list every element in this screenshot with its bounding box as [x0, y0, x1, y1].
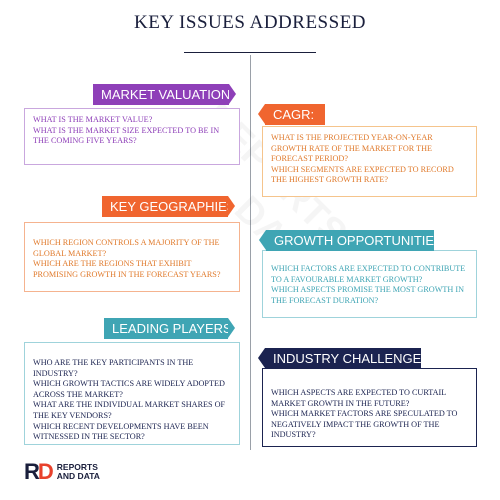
key-geographies-line-1: WHICH REGION CONTROLS A MAJORITY OF THE GLOBAL MARKET?	[33, 238, 220, 258]
leading-players-line-3: WHAT ARE THE INDIVIDUAL MARKET SHARES OF THE KEY VENDORS?	[33, 400, 226, 420]
industry-challenges-tag	[265, 348, 434, 369]
key-geographies-tag	[102, 196, 240, 217]
growth-opportunities-line-2: WHICH ASPECTS PROMISE THE MOST GROWTH IN THE FORECAST DURATION?	[271, 285, 465, 305]
cagr-line-2: WHICH SEGMENTS ARE EXPECTED TO RECORD THE HIGHEST GROWTH RATE?	[271, 164, 454, 185]
cagr-line-1: WHAT IS THE PROJECTED YEAR-ON-YEAR GROWTH RATE OF THE MARKET FOR THE FORECAST PERIOD?	[271, 133, 433, 164]
leading-players-box	[24, 342, 240, 445]
industry-challenges-line-2: WHICH MARKET FACTORS ARE SPECULATED TO NEGATIVELY IMPACT THE GROWTH OF THE INDUSTRY?	[271, 409, 458, 440]
cagr-box	[262, 126, 477, 197]
cagr-tag	[265, 104, 325, 125]
title-underline	[184, 52, 316, 53]
market-valuation-line-1: WHAT IS THE MARKET VALUE?	[33, 115, 153, 124]
industry-challenges-box	[262, 368, 477, 447]
key-geographies-line-2: WHICH ARE THE REGIONS THAT EXHIBIT PROMISING GROWTH IN THE FORECAST YEARS?	[33, 259, 221, 279]
growth-opportunities-line-1: WHICH FACTORS ARE EXPECTED TO CONTRIBUTE TO A FAVOURABLE MARKET GROWTH?	[271, 264, 466, 284]
industry-challenges-label: INDUSTRY CHALLENGES:	[273, 351, 434, 366]
key-geographies-box	[24, 222, 240, 292]
logo-text	[57, 463, 100, 481]
market-valuation-box	[24, 108, 240, 165]
center-divider	[250, 55, 251, 450]
logo-mark-icon: RD	[24, 459, 52, 484]
market-valuation-tag	[93, 84, 234, 105]
leading-players-tag	[104, 318, 236, 339]
growth-opportunities-box	[262, 250, 477, 318]
logo-line-1: REPORTS	[56, 462, 98, 472]
industry-challenges-line-1: WHICH ASPECTS ARE EXPECTED TO CURTAIL MARKET GROWTH IN THE FUTURE?	[271, 388, 446, 408]
key-geographies-label: KEY GEOGRAPHIES:	[110, 199, 240, 214]
growth-opportunities-tag	[266, 230, 447, 251]
leading-players-line-4: WHICH RECENT DEVELOPMENTS HAVE BEEN WITNESSED IN THE SECTOR?	[33, 421, 209, 442]
page-title: KEY ISSUES ADDRESSED	[133, 12, 367, 33]
leading-players-line-2: WHICH GROWTH TACTICS ARE WIDELY ADOPTED ACROSS THE MARKET?	[33, 379, 225, 399]
market-valuation-line-2: WHAT IS THE MARKET SIZE EXPECTED TO BE IN THE COMING FIVE YEARS?	[33, 125, 220, 146]
growth-opportunities-label: GROWTH OPPORTUNITIES:	[274, 233, 447, 248]
leading-players-label: LEADING PLAYERS:	[112, 321, 236, 336]
market-valuation-label: MARKET VALUATION:	[101, 87, 234, 102]
leading-players-line-1: WHO ARE THE KEY PARTICIPANTS IN THE INDUSTRY?	[33, 358, 194, 378]
brand-logo	[24, 461, 100, 483]
logo-line-2: AND DATA	[56, 471, 100, 481]
cagr-label: CAGR:	[273, 107, 315, 122]
